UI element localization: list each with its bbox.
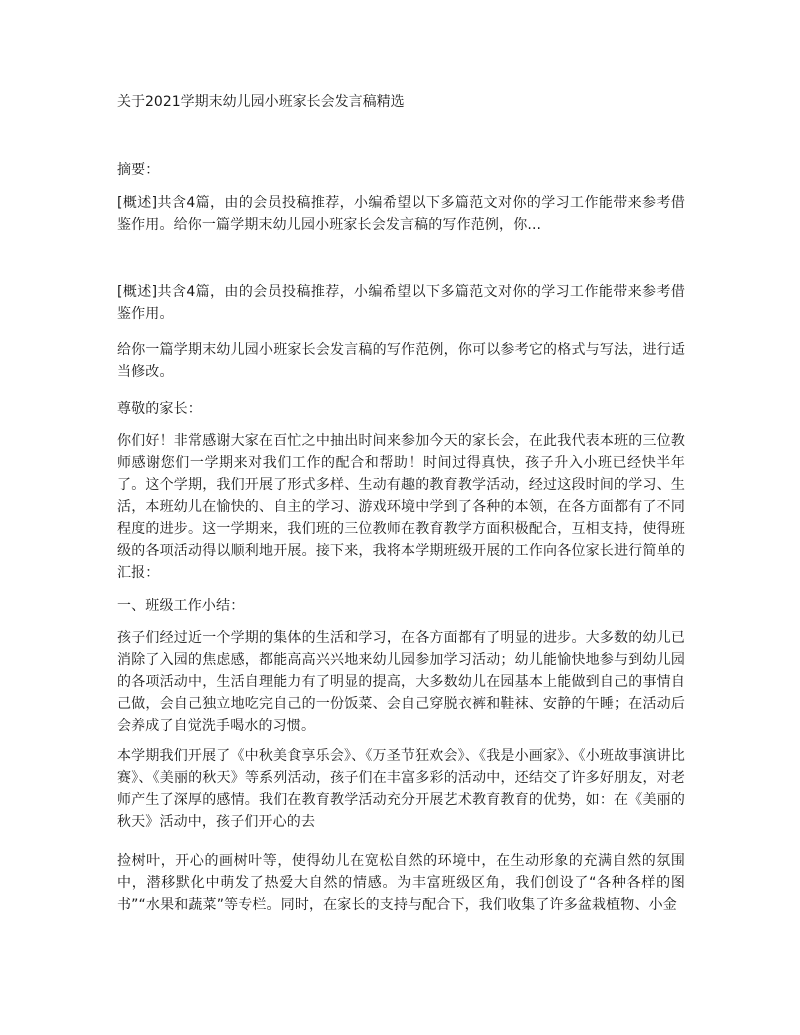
greeting-paragraph: 尊敬的家长：	[117, 401, 202, 417]
summary-paragraph: 孩子们经过近一个学期的集体的生活和学习，在各方面都有了明显的进步。大多数的幼儿已消除了入园的焦虑感，都能高高兴兴地来幼儿园参加学习活动；幼儿能愉快地参与到幼儿园的各项活动中，生活自理能力有了明显的提高，大多数幼儿在园基本上能做到自己的事情自己做，会自己独立地吃完自己的一份饭菜、会自己穿脱衣裤和鞋袜、安静的午睡；在活动后会养成了自觉洗手喝水的习惯。	[117, 630, 685, 734]
continuation-paragraph: 捡树叶，开心的画树叶等，使得幼儿在宽松自然的环境中，在生动形象的充满自然的氛围中，潜移默化中萌发了热爱大自然的情感。为丰富班级区角，我们创设了“各种各样的图书”“水果和蔬菜”等专栏。同时，在家长的支持与配合下，我们收集了许多盆栽植物、小金	[117, 853, 685, 913]
section-heading: 一、班级工作小结：	[117, 598, 245, 614]
intro-paragraph: 给你一篇学期末幼儿园小班家长会发言稿的写作范例，你可以参考它的格式与写法，进行适当修改。	[117, 342, 685, 380]
opening-paragraph: 你们好！非常感谢大家在百忙之中抽出时间来参加今天的家长会，在此我代表本班的三位教师感谢您们一学期来对我们工作的配合和帮助！时间过得真快，孩子升入小班已经快半年了。这个学期，我们开展了形式多样、生动有趣的教育教学活动，经过这段时间的学习、生活，本班幼儿在愉快的、自主的学习、游戏环境中学到了各种的本领，在各方面都有了不同程度的进步。这一学期来，我们班的三位教师在教育教学方面积极配合，互相支持，使得班级的各项活动得以顺利地开展。接下来，我将本学期班级开展的工作向各位家长进行简单的汇报：	[117, 433, 685, 581]
activities-paragraph: 本学期我们开展了《中秋美食享乐会》、《万圣节狂欢会》、《我是小画家》、《小班故事演讲比赛》、《美丽的秋天》等系列活动，孩子们在丰富多彩的活动中，还结交了许多好朋友，对老师产生了深厚的感情。我们在教育教学活动充分开展艺术教育教育的优势，如：在《美丽的秋天》活动中，孩子们开心的去	[117, 748, 685, 830]
overview-paragraph: [概述]共含4篇，由的会员投稿推荐，小编希望以下多篇范文对你的学习工作能带来参考借鉴作用。	[117, 284, 685, 322]
summary-label: 摘要：	[117, 162, 160, 178]
summary-text: [概述]共含4篇，由的会员投稿推荐，小编希望以下多篇范文对你的学习工作能带来参考借鉴作用。给你一篇学期末幼儿园小班家长会发言稿的写作范例，你...	[117, 195, 685, 233]
document-title: 关于2021学期末幼儿园小班家长会发言稿精选	[117, 94, 405, 110]
